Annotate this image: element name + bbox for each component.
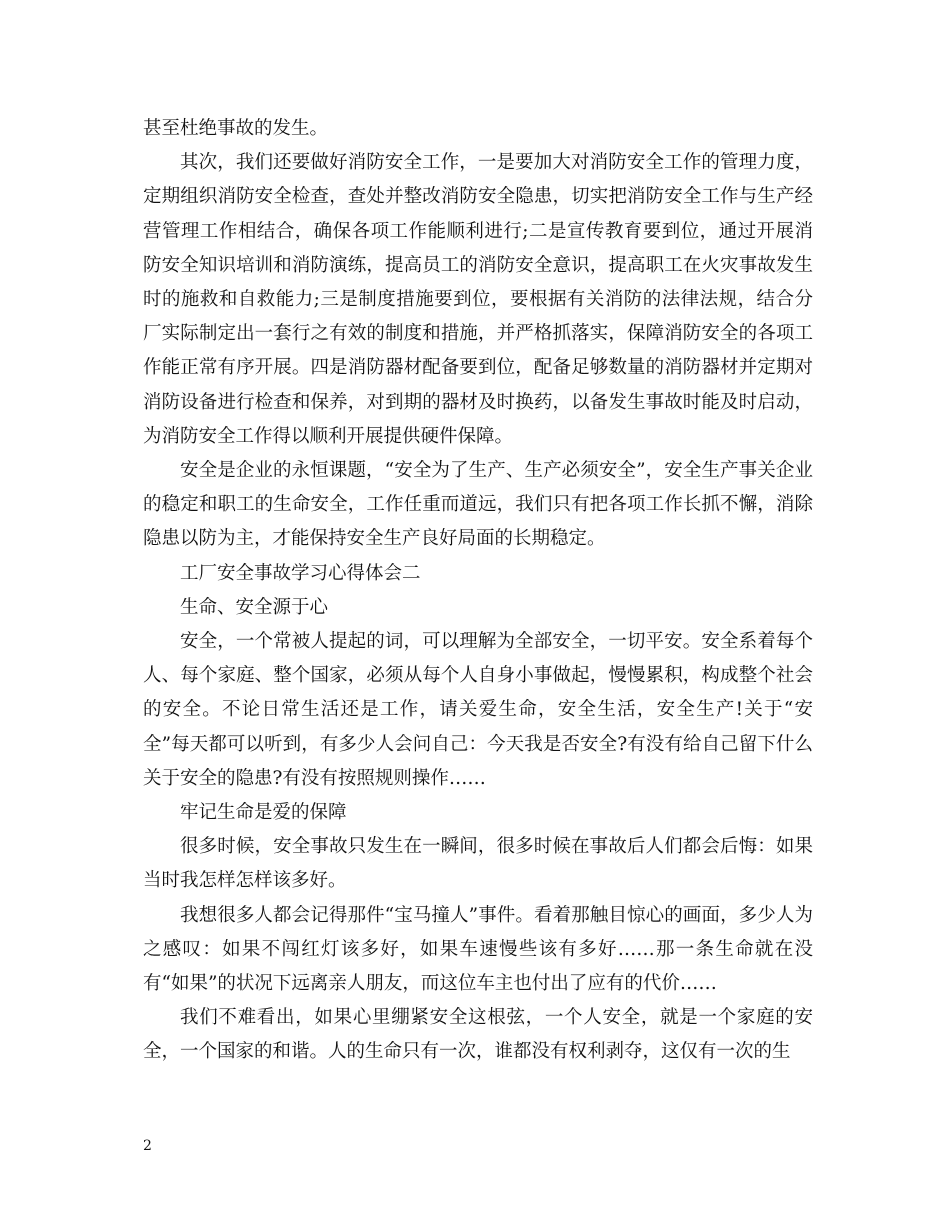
paragraph: 安全是企业的永恒课题，“安全为了生产、生产必须安全”，安全生产事关企业的稳定和职工的生命安全，工作任重而道远，我们只有把各项工作长抓不懈，消除隐患以防为主，才能保持安全生产良好局面的长期稳定。 [143,460,813,550]
paragraph: 工厂安全事故学习心得体会二 [180,562,421,584]
page-number: 2 [143,1138,152,1154]
paragraph: 安全，一个常被人提起的词，可以理解为全部安全，一切平安。安全系着每个人、每个家庭、整个国家，必须从每个人自身小事做起，慢慢累积，构成整个社会的安全。不论日常生活还是工作，请关爱生命，安全生活，安全生产!关于“安全”每天都可以听到，有多少人会问自己：今天我是否安全?有没有给自己留下什么关于安全的隐患?有没有按照规则操作…… [143,631,813,789]
paragraph: 甚至杜绝事故的发生。 [143,118,329,139]
document-body [143,112,813,1070]
paragraph: 牢记生命是爱的保障 [180,802,347,824]
paragraph: 生命、安全源于心 [180,596,329,618]
paragraph: 我想很多人都会记得那件“宝马撞人”事件。看着那触目惊心的画面，多少人为之感叹：如果不闯红灯该多好，如果车速慢些该有多好……那一条生命就在没有“如果”的状况下远离亲人朋友，而这位车主也付出了应有的代价…… [143,904,813,995]
paragraph: 很多时候，安全事故只发生在一瞬间，很多时候在事故后人们都会后悔：如果当时我怎样怎样该多好。 [143,836,813,892]
paragraph: 我们不难看出，如果心里绷紧安全这根弦，一个人安全，就是一个家庭的安全，一个国家的和谐。人的生命只有一次，谁都没有权利剥夺，这仅有一次的生 [143,1007,813,1063]
paragraph: 其次，我们还要做好消防安全工作，一是要加大对消防安全工作的管理力度，定期组织消防安全检查，查处并整改消防安全隐患，切实把消防安全工作与生产经营管理工作相结合，确保各项工作能顺利进行;二是宣传教育要到位，通过开展消防安全知识培训和消防演练，提高员工的消防安全意识，提高职工在火灾事故发生时的施救和自救能力;三是制度措施要到位，要根据有关消防的法律法规，结合分厂实际制定出一套行之有效的制度和措施，并严格抓落实，保障消防安全的各项工作能正常有序开展。四是消防器材配备要到位，配备足够数量的消防器材并定期对消防设备进行检查和保养，对到期的器材及时换药，以备发生事故时能及时启动，为消防安全工作得以顺利开展提供硬件保障。 [143,152,813,447]
